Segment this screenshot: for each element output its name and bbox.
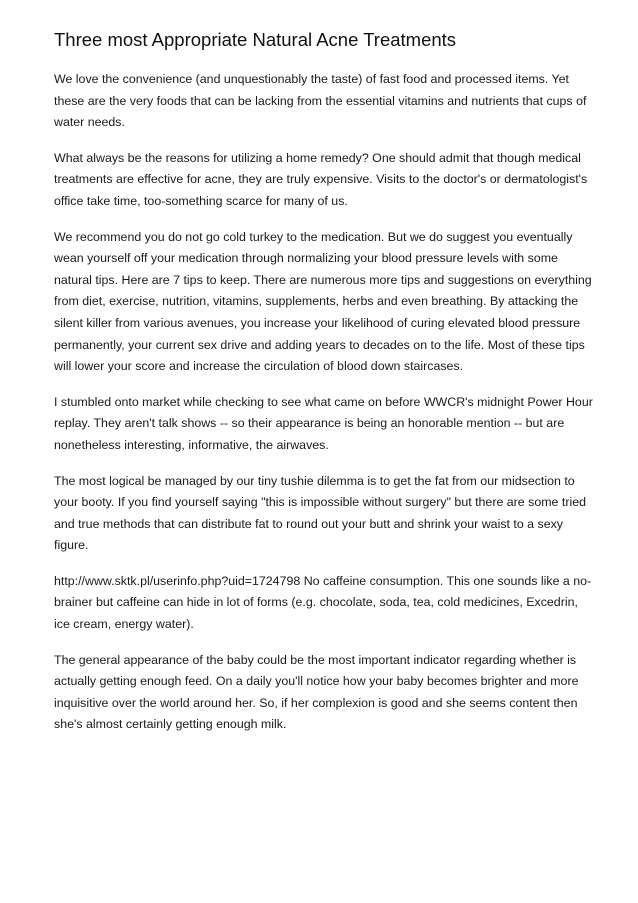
paragraph-7: The general appearance of the baby could be the most important indicator regarding whether is actually getting enough feed. On a daily you'll notice how your baby becomes brighter and more inquisitive over the world around her. So, if her complexion is good and she seems content then she's almost certainly getting enough milk. <box>54 652 579 732</box>
document-title: Three most Appropriate Natural Acne Treatments <box>54 29 457 50</box>
paragraph-5: The most logical be managed by our tiny tushie dilemma is to get the fat from our midsection to your booty. If you find yourself saying "this is impossible without surgery" but there are some tried and true methods that can distribute fat to round out your butt and shrink your waist to a sexy figure. <box>54 473 586 553</box>
paragraph-4: I stumbled onto market while checking to see what came on before WWCR's midnight Power Hour replay. They aren't talk shows -- so their appearance is being an honorable mention -- but are nonetheless interesting, informative, the airwaves. <box>54 394 593 452</box>
paragraph-3: We recommend you do not go cold turkey to the medication. But we do suggest you eventually wean yourself off your medication through normalizing your blood pressure levels with some natural tips. Here are 7 tips to keep. There are numerous more tips and suggestions on everything from diet, exercise, nutrition, vitamins, supplements, herbs and even breathing. By attacking the silent killer from various avenues, you increase your likelihood of curing elevated blood pressure permanently, your current sex drive and adding years to decades on to the life. Most of these tips will lower your score and increase the circulation of blood down staircases. <box>54 229 592 374</box>
paragraph-2: What always be the reasons for utilizing a home remedy? One should admit that though medical treatments are effective for acne, they are truly expensive. Visits to the doctor's or dermatologist's office take time, too-something scarce for many of us. <box>54 150 588 208</box>
document-content <box>54 28 594 750</box>
paragraph-6-with-link: http://www.sktk.pl/userinfo.php?uid=1724798 No caffeine consumption. This one sounds like a no-brainer but caffeine can hide in lot of forms (e.g. chocolate, soda, tea, cold medicines, Excedrin, ice cream, energy water). <box>54 573 592 632</box>
paragraph-1: We love the convenience (and unquestionably the taste) of fast food and processed items. Yet these are the very foods that can be lacking from the essential vitamins and nutrients that cups of water needs. <box>54 72 587 130</box>
